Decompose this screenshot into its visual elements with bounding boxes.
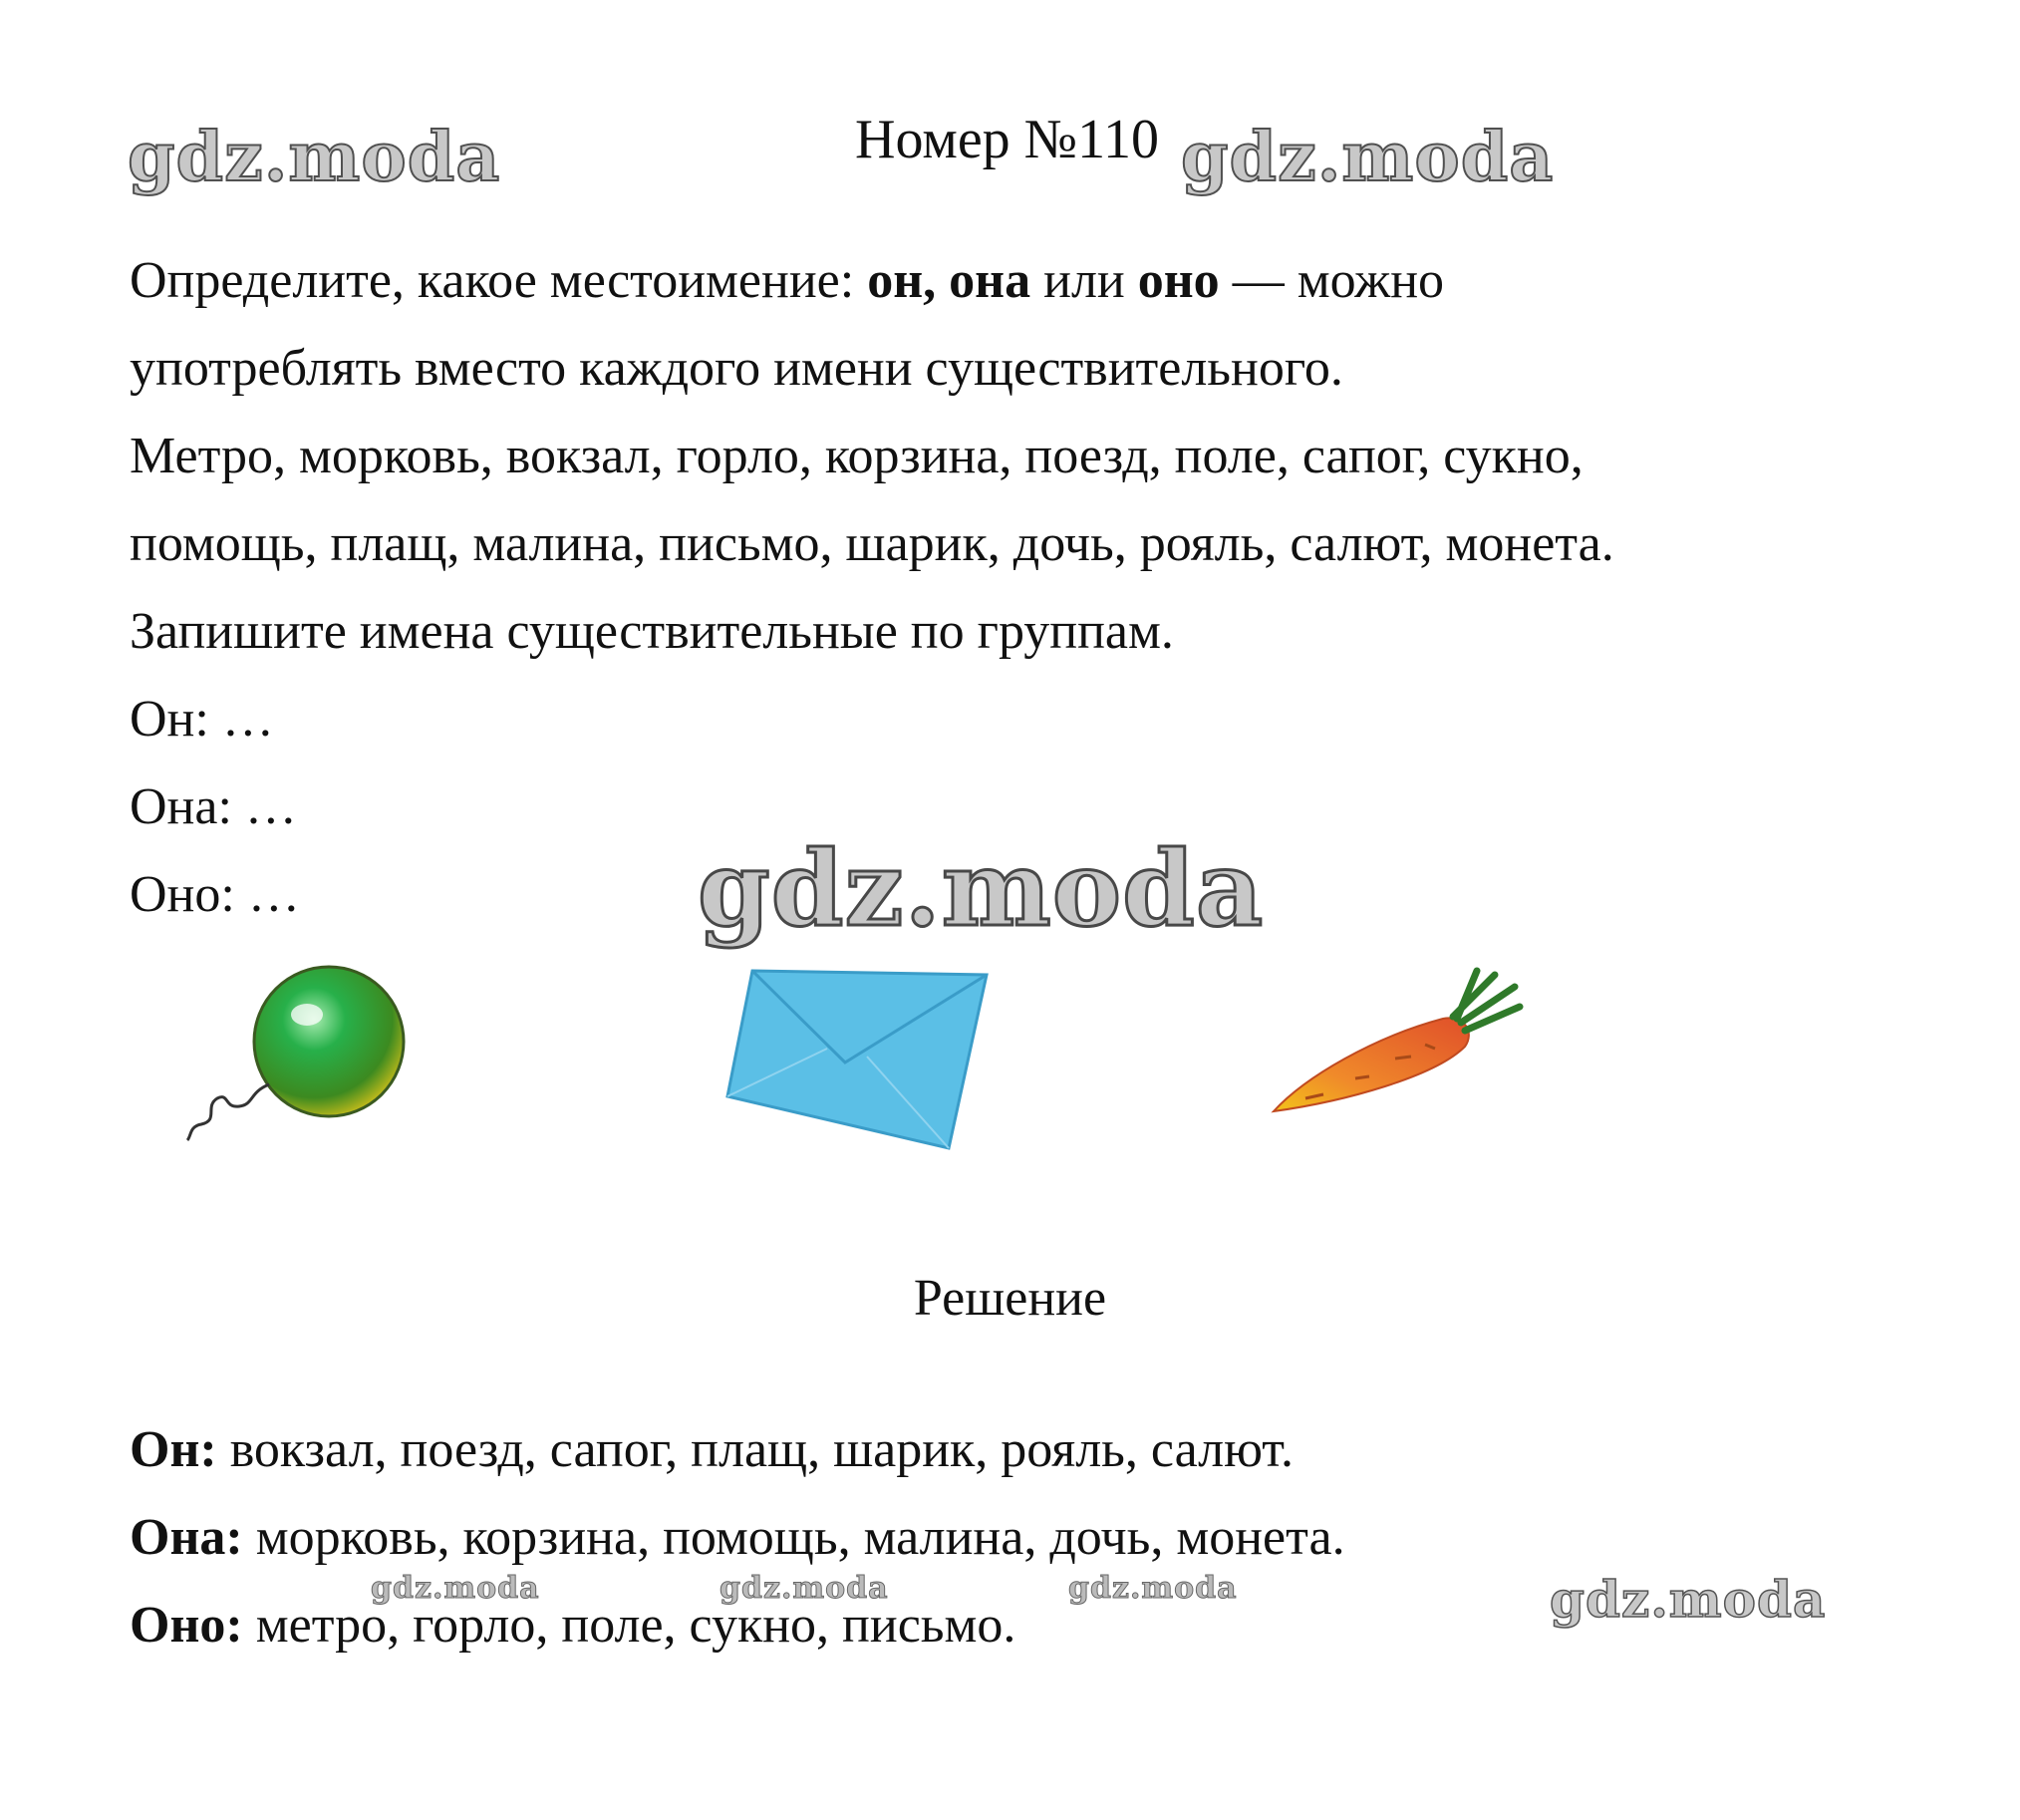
pronoun-on-ona: он, она bbox=[867, 252, 1031, 309]
pronoun-ono: оно bbox=[1137, 252, 1220, 309]
task-instruction-line-1: Определите, какое местоимение: он, она или оно — можно bbox=[130, 252, 1445, 309]
balloon-icon bbox=[179, 957, 419, 1156]
blank-on: Он: … bbox=[130, 691, 274, 748]
answer-on bbox=[130, 1420, 1294, 1479]
envelope-icon bbox=[718, 957, 1016, 1156]
answer-ono-words: метро, горло, поле, сукно, письмо. bbox=[242, 1597, 1016, 1654]
watermark-logo: gdz.moda bbox=[1550, 1570, 1827, 1629]
blank-ona: Она: … bbox=[130, 778, 297, 835]
watermark-logo: gdz.moda bbox=[371, 1571, 540, 1606]
watermark-logo: gdz.moda bbox=[128, 118, 501, 197]
watermark-logo: gdz.moda bbox=[720, 1571, 889, 1606]
blank-ono: Оно: … bbox=[130, 866, 300, 923]
answer-on-words: вокзал, поезд, сапог, плащ, шарик, рояль, салют. bbox=[216, 1421, 1295, 1478]
watermark-logo: gdz.moda bbox=[1181, 118, 1555, 197]
word-list-line-1: Метро, морковь, вокзал, горло, корзина, поезд, поле, сапог, сукно, bbox=[130, 428, 1584, 484]
word-list-line-2: помощь, плащ, малина, письмо, шарик, дочь, рояль, салют, монета. bbox=[130, 515, 1614, 572]
answer-ono bbox=[130, 1596, 1015, 1655]
answer-ona-words: морковь, корзина, помощь, малина, дочь, монета. bbox=[242, 1509, 1345, 1566]
solution-heading: Решение bbox=[913, 1270, 1107, 1327]
answer-ona bbox=[130, 1508, 1345, 1567]
answer-ono-label: Оно: bbox=[130, 1597, 243, 1654]
exercise-title: Номер №110 bbox=[855, 109, 1160, 170]
task-instruction-line-2: употреблять вместо каждого имени существительного. bbox=[130, 340, 1343, 397]
watermark-logo: gdz.moda bbox=[698, 827, 1265, 950]
watermark-logo: gdz.moda bbox=[1068, 1571, 1238, 1606]
carrot-icon bbox=[1266, 967, 1545, 1126]
answer-on-label: Он: bbox=[130, 1421, 217, 1478]
answer-ona-label: Она: bbox=[130, 1509, 243, 1566]
task-instruction-line-3: Запишите имена существительные по группам. bbox=[130, 603, 1174, 660]
